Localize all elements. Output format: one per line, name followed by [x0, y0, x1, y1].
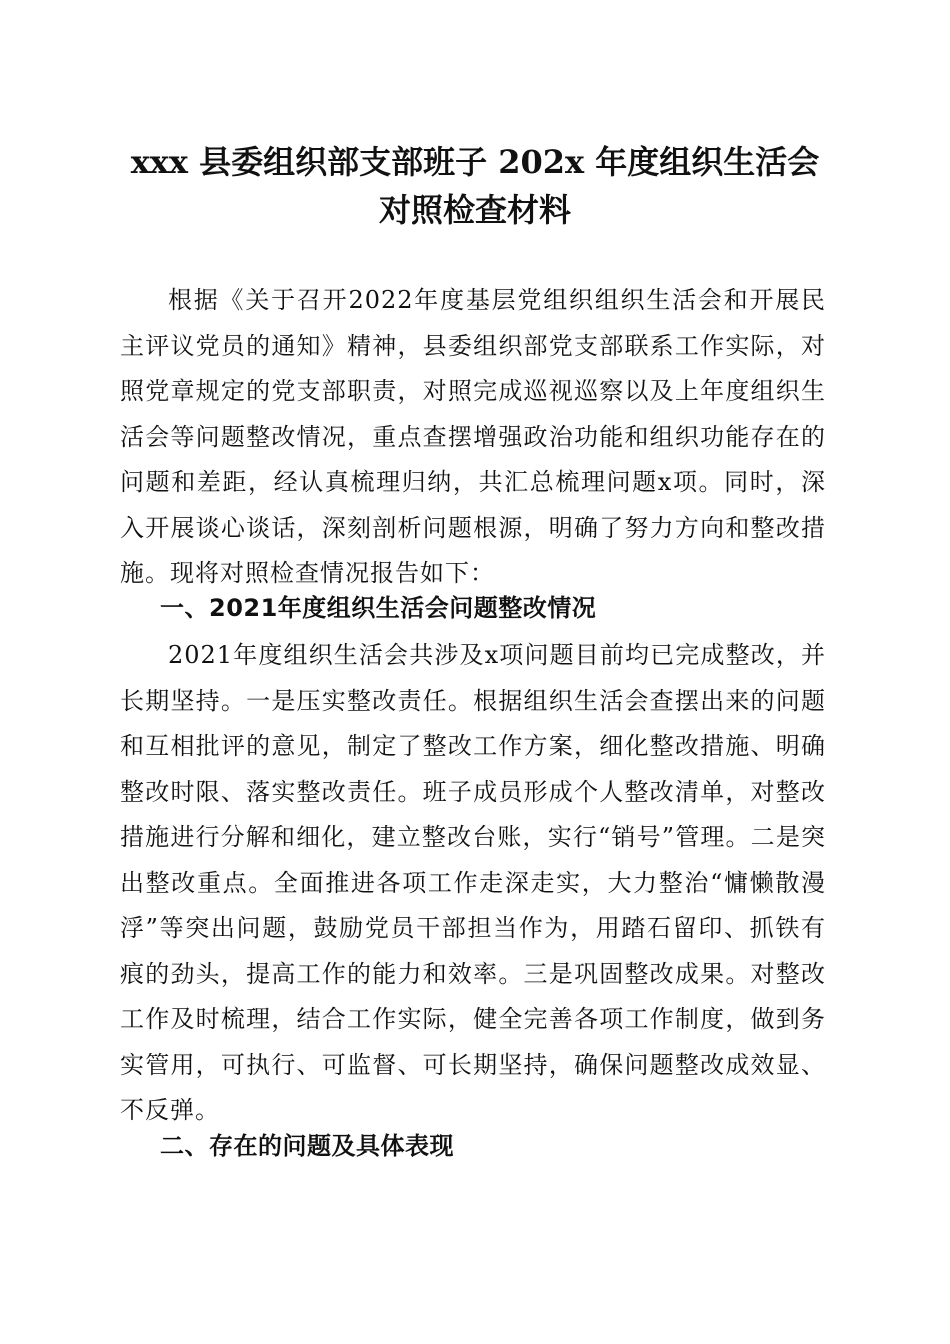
title-line-1: xxx 县委组织部支部班子 202x 年度组织生活会: [130, 143, 820, 181]
intro-paragraph: 根据《关于召开2022年度基层党组织组织生活会和开展民主评议党员的通知》精神，县委组织部党支部联系工作实际，对照党章规定的党支部职责，对照完成巡视巡察以及上年度组织生活会等问题整改情况，重点查摆增强政治功能和组织功能存在的问题和差距，经认真梳理归纳，共汇总梳理问题x项。同时，深入开展谈心谈话，深刻剖析问题根源，明确了努力方向和整改措施。现将对照检查情况报告如下：: [120, 286, 826, 587]
section-1-heading: 一、2021年度组织生活会问题整改情况: [160, 594, 597, 622]
title-line-2: 对照检查材料: [378, 191, 571, 229]
document-title: [100, 138, 850, 234]
section-2-heading: 二、存在的问题及具体表现: [160, 1132, 454, 1160]
section-1-paragraph: 2021年度组织生活会共涉及x项问题目前均已完成整改，并长期坚持。一是压实整改责任。根据组织生活会查摆出来的问题和互相批评的意见，制定了整改工作方案，细化整改措施、明确整改时限、落实整改责任。班子成员形成个人整改清单，对整改措施进行分解和细化，建立整改台账，实行“销号”管理。二是突出整改重点。全面推进各项工作走深走实，大力整治“慵懒散漫浮”等突出问题，鼓励党员干部担当作为，用踏石留印、抓铁有痕的劲头，提高工作的能力和效率。三是巩固整改成果。对整改工作及时梳理，结合工作实际，健全完善各项工作制度，做到务实管用，可执行、可监督、可长期坚持，确保问题整改成效显、不反弹。: [120, 641, 826, 1124]
